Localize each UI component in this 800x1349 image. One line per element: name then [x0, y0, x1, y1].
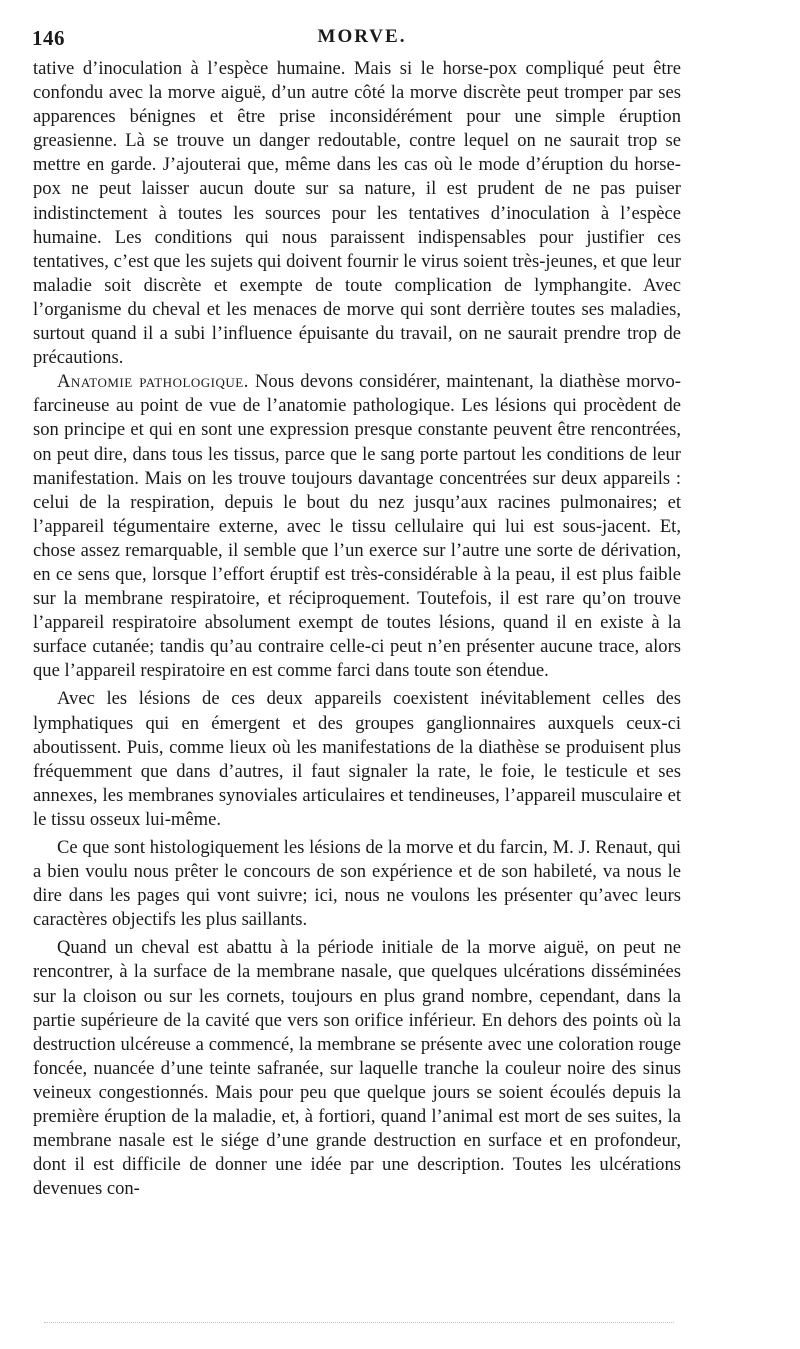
- paragraph-text: Nous devons considérer, maintenant, la diathèse morvo-farcineuse au point de vue de l’anatomie pathologique. Les lésions qui procèdent de son principe et qui en sont une expression presque constante peuvent être rencontrées, on peut dire, dans tous les tissus, parce que le sang porte partout les conditions de leur manifestation. Mais on les trouve toujours davantage concentrées sur deux appareils : celui de la respiration, depuis le bout du nez jusqu’aux racines pulmonaires; et l’appareil tégumentaire externe, avec le tissu cellulaire qui lui est sous-jacent. Et, chose assez remarquable, il semble que l’un exerce sur l’autre une sorte de dérivation, en ce sens que, lorsque l’effort éruptif est très-considérable à la peau, il est plus faible sur la membrane respiratoire, et réciproquement. Toutefois, il est rare qu’on trouve l’appareil respiratoire absolument exempt de toutes lésions, quand il en existe à la surface cutanée; tandis qu’au contraire celle-ci peut n’en présenter aucune trace, alors que l’appareil respiratoire en est comme farci dans toute son étendue.: [33, 371, 681, 682]
- paragraph-nasal-membrane: [33, 936, 681, 1201]
- running-title: MORVE.: [317, 26, 407, 47]
- paragraph-continuation: [33, 57, 681, 370]
- paragraph-text: Ce que sont histologiquement les lésions de la morve et du farcin, M. J. Renaut, qui a bien voulu nous prêter le concours de son expérience et de son habileté, va nous le dire dans les pages qui vont suivre; ici, nous ne voulons les présenter qu’avec leurs caractères objectifs les plus saillants.: [33, 837, 681, 931]
- paragraph-text: Avec les lésions de ces deux appareils coexistent inévitablement celles des lymphatiques qui en émergent et des groupes ganglionnaires auxquels ceux-ci aboutissent. Puis, comme lieux où les manifestations de la diathèse se produisent plus fréquemment que dans d’autres, il faut signaler la rate, le foie, le testicule et ses annexes, les membranes synoviales articulaires et tendineuses, l’appareil musculaire et le tissu osseux lui-même.: [33, 688, 681, 830]
- page-number: 146: [32, 26, 65, 50]
- section-lead: Anatomie pathologique.: [57, 371, 249, 393]
- page-header: [32, 26, 692, 52]
- paragraph-text: Quand un cheval est abattu à la période initiale de la morve aiguë, on peut ne rencontrer, à la surface de la membrane nasale, que quelques ulcérations disséminées sur la cloison ou sur les cornets, toujours en plus grand nombre, cependant, dans la partie supérieure de la cavité que vers son orifice inférieur. En dehors des points où la destruction ulcéreuse a commencé, la membrane se présente avec une coloration rouge foncée, nuancée d’une teinte safranée, sur laquelle tranche la couleur noire des sinus veineux congestionnés. Mais pour peu que quelque jours se soient écoulés depuis la première éruption de la maladie, et, à fortiori, quand l’animal est mort de ses suites, la membrane nasale est le siége d’une grande destruction en surface et en profondeur, dont il est difficile de donner une idée par une description. Toutes les ulcérations devenues con-: [33, 937, 681, 1200]
- paragraph-histology: [33, 836, 681, 932]
- paragraph-anatomie: [33, 370, 681, 683]
- body-text: [33, 57, 681, 1201]
- paragraph-text: tative d’inoculation à l’espèce humaine. Mais si le horse-pox compliqué peut être confondu avec la morve aiguë, d’un autre côté la morve discrète peut tromper par ses apparences bénignes et être prise inconsidérément pour une simple éruption greasienne. Là se trouve un danger redoutable, contre lequel on ne saurait trop se mettre en garde. J’ajouterai que, même dans les cas où le mode d’éruption du horse-pox ne peut laisser aucun doute sur sa nature, il est prudent de ne pas puiser indistinctement à toutes les sources pour les tentatives d’inoculation à l’espèce humaine. Les conditions qui nous paraissent indispensables pour justifier ces tentatives, c’est que les sujets qui doivent fournir le virus soient très-jeunes, et que leur maladie soit discrète et exempte de toute complication de lymphangite. Avec l’organisme du cheval et les menaces de morve qui sont derrière toutes ses maladies, surtout quand il a subi l’influence épuisante du travail, on ne saurait prendre trop de précautions.: [33, 58, 681, 369]
- paragraph-lesions: [33, 687, 681, 832]
- footer-bleedthrough: [44, 1322, 674, 1323]
